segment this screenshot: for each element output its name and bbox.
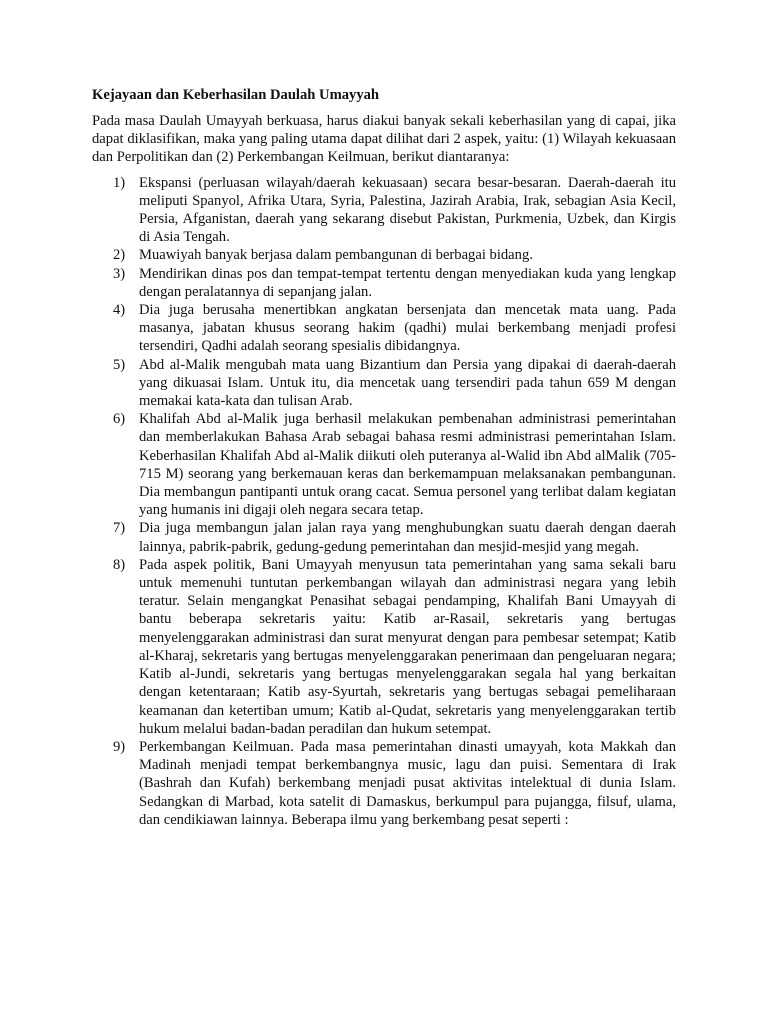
list-item-number: 4) bbox=[113, 302, 126, 319]
list-item-text: Khalifah Abd al-Malik juga berhasil melakukan pembenahan administrasi pemerintahan dan memberlakukan Bahasa Arab sebagai bahasa resmi administrasi pemerintahan Islam. Keberhasilan Khalifah Abd al-Malik diikuti oleh puteranya al-Walid ibn Abd alMalik (705-715 M) seorang yang berkemauan keras dan berkemampuan melaksanakan pembangunan. Dia membangun pantipanti untuk orang cacat. Semua personel yang terlibat dalam kegiatan yang humanis ini digaji oleh negara secara tetap. bbox=[139, 411, 676, 519]
list-item-text: Abd al-Malik mengubah mata uang Bizantium dan Persia yang dipakai di daerah-daerah yang dikuasai Islam. Untuk itu, dia mencetak uang tersendiri pada tahun 659 M dengan memakai kata-kata dan tulisan Arab. bbox=[139, 356, 676, 410]
list-item-text: Muawiyah banyak berjasa dalam pembangunan di berbagai bidang. bbox=[139, 247, 533, 264]
list-item-number: 9) bbox=[113, 738, 126, 755]
list-item bbox=[92, 301, 676, 356]
list-item-text: Perkembangan Keilmuan. Pada masa pemerintahan dinasti umayyah, kota Makkah dan Madinah menjadi tempat berkembangnya music, lagu dan puisi. Sementara di Irak (Bashrah dan Kufah) berkembang menjadi pusat aktivitas intelektual di dunia Islam. Sedangkan di Marbad, kota satelit di Damaskus, berkumpul para pujangga, filsuf, ulama, dan cendikiawan lainnya. Beberapa ilmu yang berkembang pesat seperti : bbox=[139, 738, 676, 828]
list-item bbox=[92, 265, 676, 301]
list-item bbox=[92, 519, 676, 555]
list-item-text: Pada aspek politik, Bani Umayyah menyusun tata pemerintahan yang sama sekali baru untuk memenuhi tuntutan perkembangan wilayah dan administrasi negara yang lebih teratur. Selain mengangkat Penasihat sebagai pendamping, Khalifah Bani Umayyah di bantu beberapa sekretaris yaitu: Katib ar-Rasail, sekretaris yang bertugas menyelenggarakan administrasi dan surat menyurat dengan para pembesar setempat; Katib al-Kharaj, sekretaris yang bertugas menyelenggarakan penerimaan dan pengeluaran negara; Katib al-Jundi, sekretaris yang bertugas menyelenggarakan segala hal yang berkaitan dengan ketentaraan; Katib asy-Syurtah, sekretaris yang bertugas sebagai pemeliharaan keamanan dan ketertiban umum; Katib al-Qudat, sekretaris yang menyelenggarakan tertib hukum melalui badan-badan peradilan dan hukum setempat. bbox=[139, 556, 676, 737]
list-item bbox=[92, 410, 676, 519]
document-title: Kejayaan dan Keberhasilan Daulah Umayyah bbox=[92, 87, 380, 103]
list-item bbox=[92, 738, 676, 829]
list-item-number: 6) bbox=[113, 411, 126, 428]
list-item-number: 1) bbox=[113, 174, 126, 191]
document-page bbox=[92, 86, 676, 829]
list-item-number: 8) bbox=[113, 556, 126, 573]
list-item bbox=[92, 356, 676, 411]
list-item-number: 5) bbox=[113, 356, 126, 373]
list-item-number: 7) bbox=[113, 520, 126, 537]
list-item bbox=[92, 556, 676, 738]
list-item-text: Dia juga berusaha menertibkan angkatan bersenjata dan mencetak mata uang. Pada masanya, jabatan khusus seorang hakim (qadhi) mulai berkembang menjadi profesi tersendiri, Qadhi adalah seorang spesialis dibidangnya. bbox=[139, 302, 676, 355]
list-item-number: 2) bbox=[113, 247, 126, 264]
list-item-text: Ekspansi (perluasan wilayah/daerah kekuasaan) secara besar-besaran. Daerah-daerah itu meliputi Spanyol, Afrika Utara, Syria, Palestina, Jazirah Arabia, Irak, sebagian Asia Kecil, Persia, Afganistan, daerah yang sekarang disebut Pakistan, Purkmenia, Uzbek, dan Kirgis di Asia Tengah. bbox=[139, 174, 676, 246]
intro-paragraph: Pada masa Daulah Umayyah berkuasa, harus diakui banyak sekali keberhasilan yang di capai, jika dapat diklasifikan, maka yang paling utama dapat dilihat dari 2 aspek, yaitu: (1) Wilayah kekuasaan dan Perpolitikan dan (2) Perkembangan Keilmuan, berikut diantaranya: bbox=[92, 113, 676, 166]
list-item-text: Dia juga membangun jalan jalan raya yang menghubungkan suatu daerah dengan daerah lainnya, pabrik-pabrik, gedung-gedung pemerintahan dan mesjid-mesjid yang megah. bbox=[139, 520, 676, 555]
list-item-text: Mendirikan dinas pos dan tempat-tempat tertentu dengan menyediakan kuda yang lengkap dengan peralatannya di sepanjang jalan. bbox=[139, 265, 676, 300]
list-item bbox=[92, 174, 676, 247]
list-item-number: 3) bbox=[113, 265, 126, 282]
achievement-list bbox=[92, 174, 676, 829]
list-item bbox=[92, 246, 676, 264]
